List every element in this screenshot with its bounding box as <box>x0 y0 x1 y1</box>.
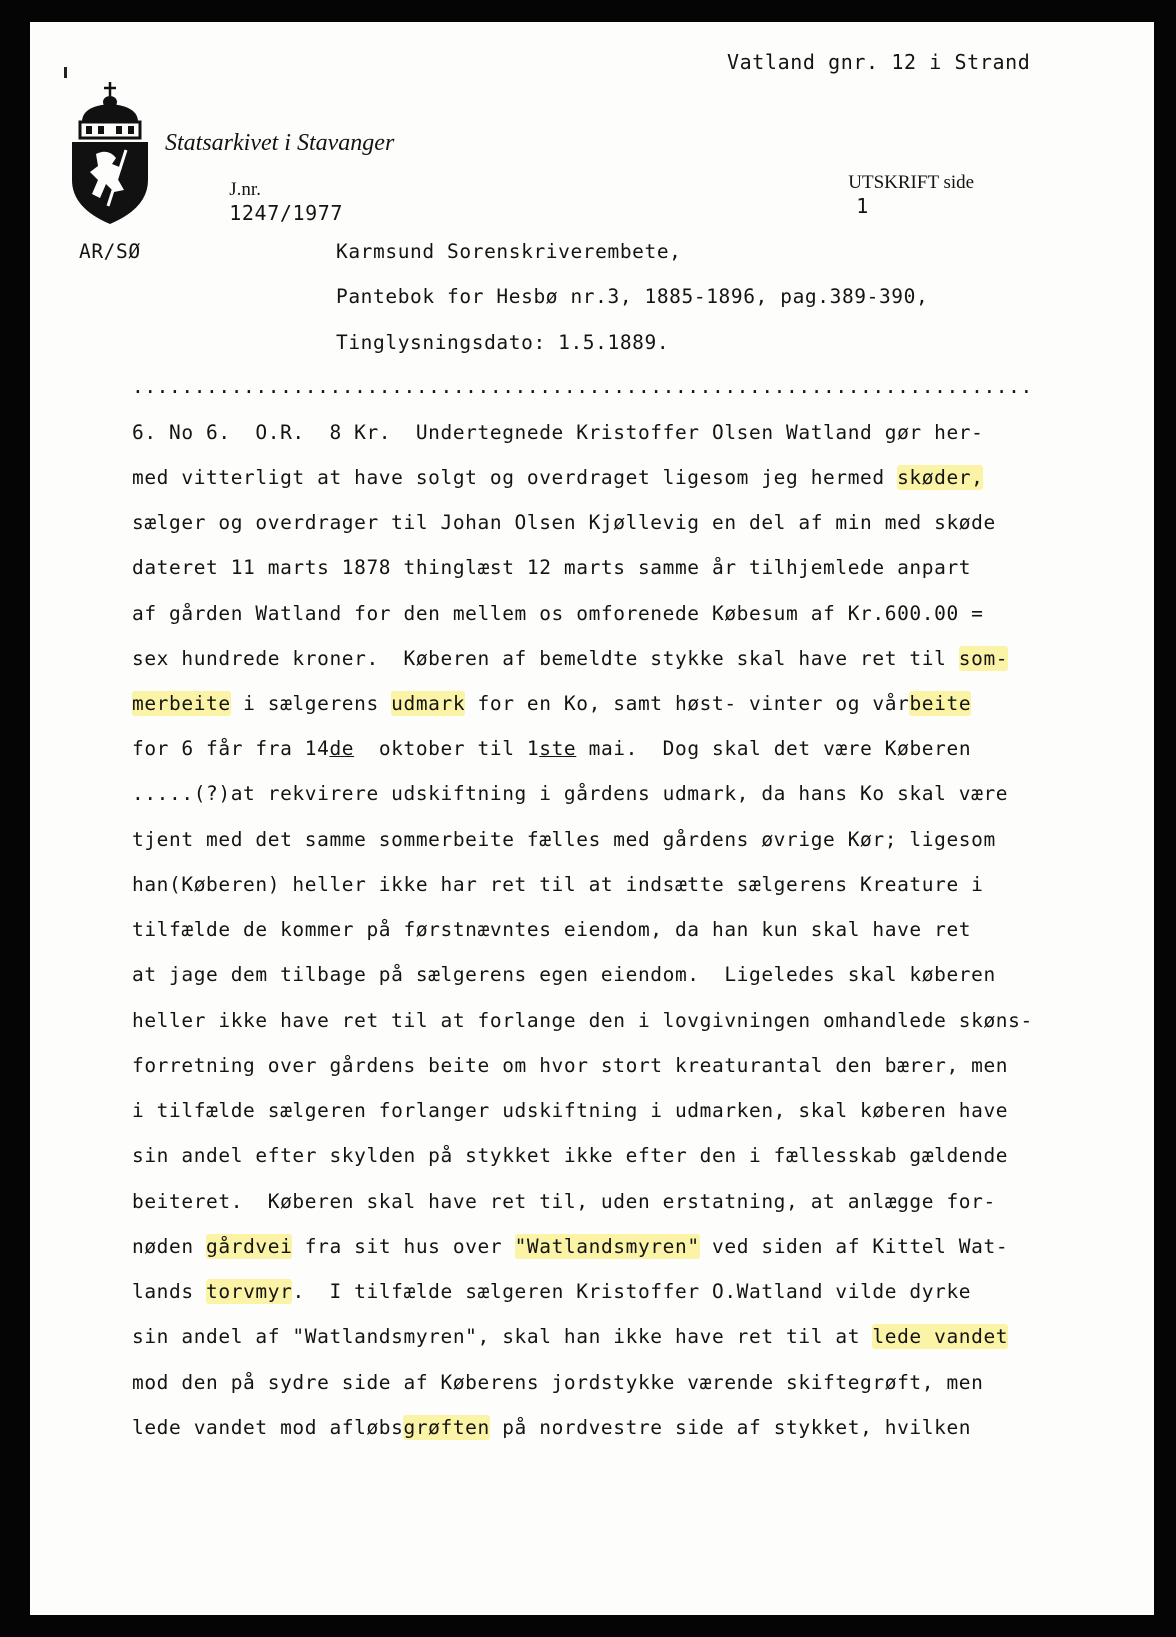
body-line <box>132 1235 1008 1258</box>
text-segment: for 6 får fra 14 <box>132 737 330 760</box>
body-line <box>132 1325 1008 1348</box>
property-reference: Vatland gnr. 12 i Strand <box>727 50 1031 74</box>
underlined-term: de <box>329 737 355 760</box>
norwegian-coat-of-arms-icon <box>68 80 152 226</box>
court-office: Karmsund Sorenskriverembete, <box>336 240 682 263</box>
body-line: beiteret. Køberen skal have ret til, uden erstatning, at anlægge for- <box>132 1190 996 1213</box>
body-line: forretning over gårdens beite om hvor stort kreaturantal den bærer, men <box>132 1054 1009 1077</box>
text-segment: for en Ko, samt høst- vinter og vår <box>465 692 910 715</box>
body-line: at jage dem tilbage på sælgerens egen eiendom. Ligeledes skal køberen <box>132 963 996 986</box>
body-line <box>132 1416 971 1439</box>
body-line: af gården Watland for den mellem os omforenede Købesum af Kr.600.00 = <box>132 602 984 625</box>
highlighted-term: torvmyr <box>206 1280 293 1303</box>
body-line: tilfælde de kommer på førstnævntes eiendom, da han kun skal have ret <box>132 918 972 941</box>
body-line <box>132 692 971 715</box>
mortgage-book: Pantebok for Hesbø nr.3, 1885-1896, pag.389-390, <box>336 285 929 308</box>
highlighted-term: merbeite <box>132 692 231 715</box>
highlighted-term: beite <box>909 692 972 715</box>
body-line <box>132 737 971 760</box>
text-segment: nøden <box>132 1235 207 1258</box>
body-line: 6. No 6. O.R. 8 Kr. Undertegnede Kristoffer Olsen Watland gør her- <box>132 421 984 444</box>
journal-reference <box>210 160 343 225</box>
text-segment: lede vandet mod afløbs <box>132 1416 404 1439</box>
underlined-term: ste <box>539 737 577 760</box>
body-line: sælger og overdrager til Johan Olsen Kjøllevig en del af min med skøde <box>132 511 996 534</box>
body-line: i tilfælde sælgeren forlanger udskiftning i udmarken, skal køberen have <box>132 1099 1009 1122</box>
dotted-separator: ......................................................................... <box>132 375 1033 398</box>
text-segment: . I tilfælde sælgeren Kristoffer O.Watland vilde dyrke <box>292 1280 972 1303</box>
body-line <box>132 1280 971 1303</box>
body-line <box>132 466 983 489</box>
text-segment: sin andel af "Watlandsmyren", skal han ikke have ret til at <box>132 1325 873 1348</box>
highlighted-term: lede vandet <box>872 1325 1009 1348</box>
text-segment: med vitterligt at have solgt og overdraget ligesom jeg hermed <box>132 466 898 489</box>
registration-date: Tinglysningsdato: 1.5.1889. <box>336 331 670 354</box>
body-line <box>132 647 1008 670</box>
margin-mark <box>64 67 67 78</box>
text-segment: i sælgerens <box>230 692 392 715</box>
text-segment: ved siden af Kittel Wat- <box>699 1235 1009 1258</box>
text-segment: lands <box>132 1280 207 1303</box>
highlighted-term: udmark <box>391 692 466 715</box>
body-line: mod den på sydre side af Køberens jordstykke værende skiftegrøft, men <box>132 1371 984 1394</box>
text-segment: fra sit hus over <box>292 1235 515 1258</box>
body-line: heller ikke have ret til at forlange den i lovgivningen omhandlede skøns- <box>132 1009 1033 1032</box>
body-line: tjent med det samme sommerbeite fælles med gårdens øvrige Kør; ligesom <box>132 828 996 851</box>
archive-name: Statsarkivet i Stavanger <box>165 130 395 156</box>
text-segment: på nordvestre side af stykket, hvilken <box>489 1416 972 1439</box>
highlighted-term: som- <box>958 647 1009 670</box>
transcript-label: UTSKRIFT side <box>848 172 975 193</box>
text-segment: mai. Dog skal det være Køberen <box>576 737 972 760</box>
body-line: dateret 11 marts 1878 thinglæst 12 marts samme år tilhjemlede anpart <box>132 556 972 579</box>
transcript-page-number: 1 <box>856 194 869 218</box>
initials: AR/SØ <box>79 240 141 263</box>
highlighted-term: grøften <box>403 1416 490 1439</box>
text-segment: oktober til 1 <box>354 737 540 760</box>
highlighted-term: gårdvei <box>206 1235 293 1258</box>
journal-label: J.nr. <box>229 179 261 200</box>
body-line: .....(?)at rekvirere udskiftning i gårdens udmark, da hans Ko skal være <box>132 782 1009 805</box>
text-segment: sex hundrede kroner. Køberen af bemeldte stykke skal have ret til <box>132 647 959 670</box>
body-line: sin andel efter skylden på stykket ikke efter den i fællesskab gældende <box>132 1144 1009 1167</box>
body-line: han(Køberen) heller ikke har ret til at indsætte sælgerens Kreature i <box>132 873 984 896</box>
highlighted-term: skøder, <box>897 466 984 489</box>
highlighted-term: "Watlandsmyren" <box>514 1235 700 1258</box>
transcript-page-label <box>829 153 974 218</box>
journal-number: 1247/1977 <box>229 201 344 225</box>
